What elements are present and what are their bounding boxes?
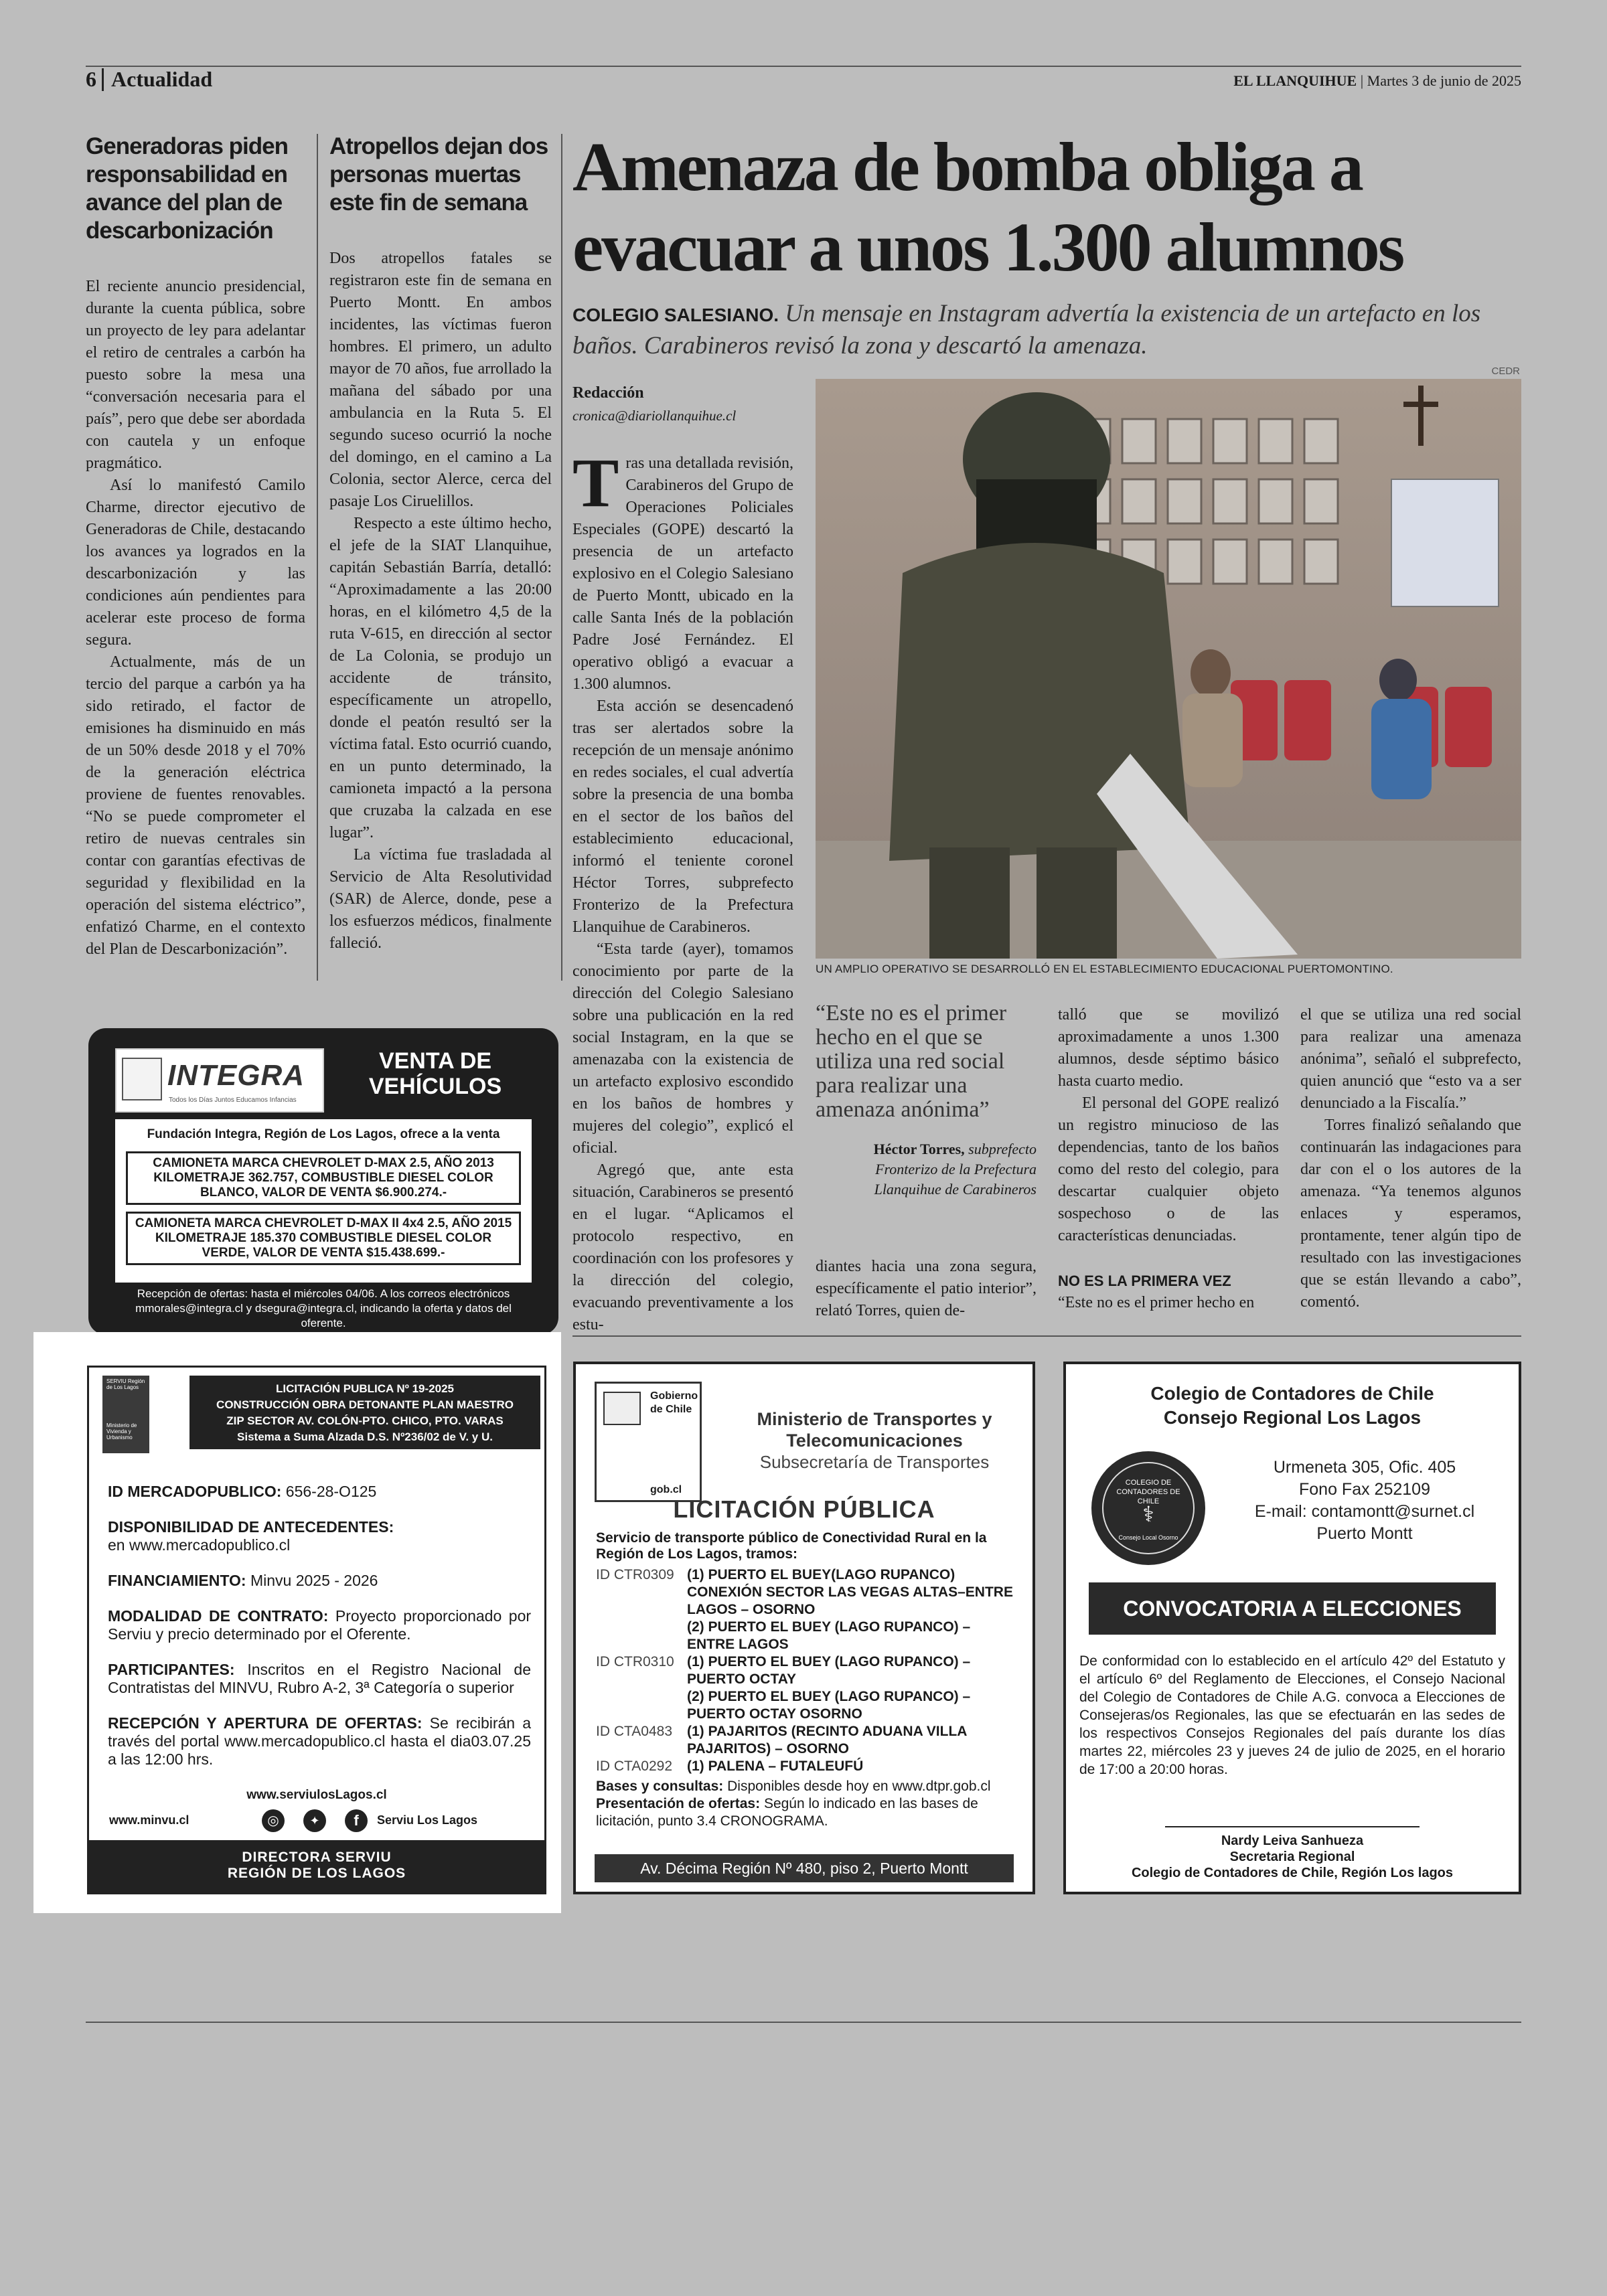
contadores-signature bbox=[1066, 1833, 1519, 1881]
column-rule bbox=[561, 134, 562, 981]
serviu-logo-text: SERVIU Región de Los Lagos bbox=[106, 1378, 145, 1390]
contadores-banner: CONVOCATORIA A ELECCIONES bbox=[1089, 1582, 1496, 1635]
photo-caption: UN AMPLIO OPERATIVO SE DESARROLLÓ EN EL ESTABLECIMIENTO EDUCACIONAL PUERTOMONTINO. bbox=[816, 963, 1393, 975]
serviu-footer bbox=[89, 1840, 544, 1892]
article-paragraph: el que se utiliza una red social para realizar una amenaza anónima”, señaló el subprefecto, quien anunció que “esto va a ser denunciado a la Fiscalía.” bbox=[1300, 1006, 1521, 1112]
contadores-city: Puerto Montt bbox=[1316, 1524, 1413, 1543]
integra-logo: INTEGRA bbox=[167, 1059, 305, 1092]
page-header bbox=[86, 67, 1521, 100]
ad-integra bbox=[88, 1028, 558, 1335]
serviu-participantes: PARTICIPANTES: Inscritos en el Registro Nacional de Contratistas del MINVU, Rubro A-2, 3ª Categoría o superior bbox=[108, 1661, 532, 1696]
serviu-social-row bbox=[109, 1809, 524, 1833]
contadores-body: De conformidad con lo establecido en el artículo 42º del Estatuto y el artículo 6º del Reglamento de Elecciones, el Consejo Nacional del Colegio de Contadores de Chile A.G. convoca a Elecciones de Consejeras/os Regionales, las que se efectuarán en las sedes de los respectivos Consejos Regionales del país durante los días martes 22, miércoles 23 y jueves 24 de julio de 2025, en el horario de 17:00 a 20:00 horas. bbox=[1079, 1653, 1505, 1777]
serviu-minvu-url: www.minvu.cl bbox=[109, 1813, 189, 1827]
article-subhead: NO ES LA PRIMERA VEZ bbox=[1058, 1273, 1231, 1289]
integra-title bbox=[335, 1048, 536, 1099]
serviu-recepcion: RECEPCIÓN Y APERTURA DE OFERTAS: Se recibirán a través del portal www.mercadopublico.cl hasta el dia03.07.25 a las 12:00 hrs. bbox=[108, 1714, 531, 1768]
serviu-modalidad: MODALIDAD DE CONTRATO: Proyecto proporcionado por Serviu y precio determinado por el Oferente. bbox=[108, 1607, 532, 1643]
mtt-line: (2) PUERTO EL BUEY (LAGO RUPANCO) – ENTRE LAGOS bbox=[687, 1619, 971, 1652]
mtt-ministry-line: Ministerio de Transportes y bbox=[757, 1409, 992, 1429]
serviu-social-name: Serviu Los Lagos bbox=[377, 1813, 478, 1827]
mtt-ministry bbox=[727, 1408, 1022, 1473]
integra-title-line1: VENTA DE bbox=[378, 1048, 492, 1074]
brief-descarbonizacion bbox=[86, 133, 305, 961]
contadores-seal bbox=[1091, 1451, 1205, 1565]
gov-url: gob.cl bbox=[650, 1484, 682, 1495]
serviu-web: www.serviulosLagos.cl bbox=[246, 1788, 387, 1802]
serviu-title-block bbox=[189, 1376, 540, 1449]
byline-email: cronica@diariollanquihue.cl bbox=[572, 408, 737, 424]
contadores-contact bbox=[1224, 1457, 1505, 1545]
article-paragraph: diantes hacia una zona segura, específicamente el patio interior”, relató Torres, quien de- bbox=[816, 1258, 1037, 1319]
brief-atropellos bbox=[329, 133, 552, 955]
contadores-title bbox=[1066, 1382, 1519, 1430]
mtt-intro: Servicio de transporte público de Conectividad Rural en la Región de Los Lagos, tramos: bbox=[596, 1530, 987, 1562]
serviu-title-line: LICITACIÓN PUBLICA Nº 19-2025 bbox=[276, 1382, 454, 1395]
ad-mtt bbox=[573, 1362, 1035, 1894]
article-paragraph: El personal del GOPE realizó un registro minucioso de las dependencias, tanto de los baños como del resto del colegio, para descartar cualquier objeto sospechoso o de las características denunciadas. bbox=[1058, 1094, 1279, 1244]
pull-quote bbox=[816, 1001, 1037, 1200]
integra-body bbox=[115, 1119, 532, 1283]
integra-logo-sub: Todos los Días Juntos Educamos Infancias bbox=[169, 1096, 297, 1104]
contadores-signature-rule bbox=[1165, 1826, 1420, 1827]
pull-quote-author: Héctor Torres, bbox=[873, 1141, 965, 1157]
pull-quote-attribution bbox=[816, 1139, 1037, 1200]
gov-flag-icon bbox=[122, 1058, 162, 1100]
integra-subtitle: Fundación Integra, Región de Los Lagos, ofrece a la venta bbox=[147, 1127, 500, 1141]
facebook-icon: f bbox=[345, 1809, 368, 1832]
serviu-logo bbox=[102, 1376, 149, 1453]
ad-contadores bbox=[1063, 1362, 1521, 1894]
gov-logo bbox=[595, 1382, 702, 1502]
headline-line2: evacuar a unos 1.300 alumnos bbox=[572, 209, 1403, 286]
mtt-bases: Bases y consultas: Disponibles desde hoy en www.dtpr.gob.cl bbox=[596, 1779, 991, 1794]
pull-quote-text: “Este no es el primer hecho en el que se utiliza una red social para realizar una amenaza anónima” bbox=[816, 1001, 1007, 1122]
gov-shield-icon bbox=[603, 1392, 641, 1425]
article-paragraph: Tras una detallada revisión, Carabineros del Grupo de Operaciones Policiales Especiales (GOPE) descartó la presencia de un artefacto explosivo en el Colegio Salesiano de Puerto Montt, ubicado en la calle Santa Inés de la población Padre José Fernández. El operativo obligó a evacuar a 1.300 alumnos. bbox=[572, 444, 793, 693]
gov-line: Gobierno bbox=[650, 1390, 698, 1402]
mtt-footer: Av. Décima Región Nº 480, piso 2, Puerto Montt bbox=[595, 1854, 1014, 1882]
mtt-line: ID CTA0292 (1) PALENA – FUTALEUFÚ bbox=[596, 1758, 864, 1774]
serviu-footer-line: DIRECTORA SERVIU bbox=[242, 1850, 392, 1865]
main-headline bbox=[572, 127, 1523, 288]
header-paper-date: EL LLANQUIHUE | Martes 3 de junio de 2025 bbox=[1233, 72, 1521, 89]
article-column-2-tail bbox=[816, 1256, 1037, 1322]
brief1-paragraph: Así lo manifestó Camilo Charme, director ejecutivo de Generadoras de Chile, destacando los avances ya logrados en la descarbonización y las condiciones aún pendientes para acelerar este proceso de forma segura. bbox=[86, 477, 305, 649]
article-kicker: COLEGIO SALESIANO. bbox=[572, 305, 779, 325]
brief1-paragraph: El reciente anuncio presidencial, durante la cuenta pública, sobre un proyecto de ley para adelantar el retiro de centrales a carbón ha puesto sobre la mesa una “conversación necesaria para el país”, pero que debe ser abordada con cautela y un enfoque pragmático. bbox=[86, 278, 305, 472]
ad-serviu bbox=[87, 1366, 546, 1894]
paper-name: EL LLANQUIHUE bbox=[1233, 72, 1357, 89]
mtt-line: (2) PUERTO EL BUEY (LAGO RUPANCO) – PUERTO OCTAY OSORNO bbox=[687, 1689, 971, 1722]
issue-date: Martes 3 de junio de 2025 bbox=[1367, 72, 1521, 89]
brief2-body bbox=[329, 248, 552, 955]
pull-quote-role: subprefecto Fronterizo de la Prefectura Llanquihue de Carabineros bbox=[874, 1141, 1037, 1198]
article-paragraph: talló que se movilizó aproximadamente a unos 1.300 alumnos, desde séptimo básico hasta cuarto medio. bbox=[1058, 1006, 1279, 1090]
mtt-line: ID CTR0309 (1) PUERTO EL BUEY(LAGO RUPANCO) CONEXIÓN SECTOR LAS VEGAS ALTAS–ENTRE LAGOS – OSORNO bbox=[596, 1567, 1013, 1617]
article-paragraph: Esta acción se desencadenó tras ser alertados sobre la recepción de un mensaje anónimo en redes sociales, el cual advertía sobre la presencia de una bomba en el sector de los baños del establecimiento educacional, informó el teniente coronel Héctor Torres, subprefecto Fronterizo de la Prefectura Llanquihue de Carabineros. bbox=[572, 698, 793, 936]
article-paragraph: Agregó que, ante esta situación, Carabineros se presentó en el lugar. “Aplicamos el protocolo respectivo, en coordinación con los profesores y la dirección del colegio, evacuando preventivamente a los estu- bbox=[572, 1161, 793, 1333]
brief2-paragraph: Respecto a este último hecho, el jefe de la SIAT Llanquihue, capitán Sebastián Barría, detalló: “Aproximadamente a las 20:00 horas, en el kilómetro 4,5 de la ruta V-615, en dirección al sector de La Colonia, se produjo un accidente de tránsito, específicamente un atropello, donde el peatón resultó ser la víctima fatal. Esto ocurrió cuando, en un punto determinado, la camioneta impactó a la persona que cruzaba la calzada en ese lugar”. bbox=[329, 515, 552, 841]
header-divider bbox=[102, 68, 104, 91]
article-paragraph: “Este no es el primer hecho en bbox=[1058, 1294, 1255, 1311]
drop-cap: T bbox=[572, 444, 619, 521]
seal-text: COLEGIO DE CONTADORES DE CHILE bbox=[1116, 1479, 1180, 1505]
page-bottom-rule bbox=[86, 2022, 1521, 2023]
photo-credit: CEDR bbox=[1491, 365, 1520, 377]
mtt-line: ID CTA0483 (1) PAJARITOS (RECINTO ADUANA VILLA PAJARITOS) – OSORNO bbox=[596, 1724, 967, 1756]
seal-emblem-icon: ⚕ bbox=[1142, 1502, 1154, 1526]
seal-sub: Consejo Local Osorno bbox=[1118, 1534, 1178, 1541]
mtt-list bbox=[596, 1566, 1018, 1830]
article-photo bbox=[816, 379, 1521, 959]
brief1-body bbox=[86, 276, 305, 961]
serviu-footer-line: REGIÓN DE LOS LAGOS bbox=[227, 1866, 406, 1881]
signature-org: Colegio de Contadores de Chile, Región Los lagos bbox=[1131, 1866, 1454, 1880]
contadores-email: E-mail: contamontt@surnet.cl bbox=[1254, 1502, 1475, 1521]
headline-line1: Amenaza de bomba obliga a bbox=[572, 129, 1362, 206]
integra-item-1: CAMIONETA MARCA CHEVROLET D-MAX 2.5, AÑO 2013 KILOMETRAJE 362.757, COMBUSTIBLE DIESEL COLOR BLANCO, VALOR DE VENTA $6.900.274.- bbox=[126, 1151, 521, 1205]
article-deck bbox=[572, 299, 1510, 361]
brief1-paragraph: Actualmente, más de un tercio del parque a carbón ya ha sido retirado, el factor de emisiones ha disminuido en más de un 50% desde 2018 y el 70% de la generación eléctrica proviene de fuentes renovables. “No se puede comprometer el retiro de nuevas centrales sin contar con garantías efectivas de seguridad y flexibilidad en la operación del sistema eléctrico”, enfatizó Charme, en el contexto del Plan de Descarbonización”. bbox=[86, 653, 305, 958]
article-column-4 bbox=[1300, 1004, 1521, 1313]
article-bottom-rule bbox=[572, 1335, 1521, 1337]
header-rule bbox=[86, 66, 1521, 67]
article-paragraph: “Esta tarde (ayer), tomamos conocimiento por parte de la dirección del Colegio Salesiano sobre una publicación en la red social Instagram, en la que se amenazaba con la existencia de un artefacto explosivo escondido en los baños de hombres y mujeres del colegio”, explicó el oficial. bbox=[572, 940, 793, 1157]
instagram-icon: ◎ bbox=[262, 1809, 285, 1832]
contadores-title-line: Consejo Regional Los Lagos bbox=[1163, 1407, 1422, 1428]
photo-illustration bbox=[816, 379, 1521, 959]
serviu-financiamiento: FINANCIAMIENTO: Minvu 2025 - 2026 bbox=[108, 1572, 378, 1589]
brief2-paragraph: La víctima fue trasladada al Servicio de Alta Resolutividad (SAR) de Alerce, donde, pese a los esfuerzos médicos, finalmente falleció. bbox=[329, 846, 552, 952]
twitter-icon: ✦ bbox=[303, 1809, 326, 1832]
brief2-title: Atropellos dejan dos personas muertas este fin de semana bbox=[329, 133, 548, 216]
serviu-header bbox=[89, 1368, 544, 1459]
serviu-title-line: ZIP SECTOR AV. COLÓN-PTO. CHICO, PTO. VARAS bbox=[226, 1414, 504, 1427]
contadores-address: Urmeneta 305, Ofic. 405 bbox=[1273, 1458, 1456, 1477]
integra-title-line2: VEHÍCULOS bbox=[368, 1074, 502, 1099]
mtt-subsecretaria: Subsecretaría de Transportes bbox=[759, 1452, 990, 1472]
byline bbox=[572, 384, 787, 424]
article-column-3 bbox=[1058, 1004, 1279, 1314]
mtt-line: ID CTR0310 (1) PUERTO EL BUEY (LAGO RUPANCO) – PUERTO OCTAY bbox=[596, 1654, 971, 1687]
mtt-title: LICITACIÓN PÚBLICA bbox=[673, 1495, 935, 1523]
section-name: Actualidad bbox=[111, 67, 213, 91]
mtt-ministry-line: Telecomunicaciones bbox=[786, 1430, 963, 1451]
mtt-presentacion: Presentación de ofertas: Según lo indicado en las bases de licitación, punto 3.4 CRONOGRAMA. bbox=[596, 1796, 978, 1829]
article-paragraph: Torres finalizó señalando que continuarán las indagaciones para dar con el o los autores de la amenaza. “Ya tenemos algunos enlaces y esperamos, prontamente, tener algún tipo de resultado con las investigaciones que se están llevando a cabo”, comentó. bbox=[1300, 1117, 1521, 1311]
signature-name: Nardy Leiva Sanhueza bbox=[1221, 1833, 1364, 1848]
integra-logo-panel bbox=[115, 1048, 324, 1113]
serviu-title-line: Sistema a Suma Alzada D.S. Nº236/02 de V. y U. bbox=[237, 1430, 493, 1443]
brief1-title: Generadoras piden responsabilidad en avance del plan de descarbonización bbox=[86, 133, 288, 244]
contadores-title-line: Colegio de Contadores de Chile bbox=[1150, 1383, 1434, 1404]
serviu-logo-ministry: Ministerio de Vivienda y Urbanismo bbox=[106, 1422, 137, 1441]
gov-line: de Chile bbox=[650, 1404, 692, 1415]
serviu-body bbox=[108, 1483, 531, 1769]
integra-footer: Recepción de ofertas: hasta el miércoles 04/06. A los correos electrónicos mmorales@integra.cl y dsegura@integra.cl, indicando la oferta y datos del oferente. bbox=[135, 1287, 512, 1329]
serviu-disponibilidad: DISPONIBILIDAD DE ANTECEDENTES: en www.mercadopublico.cl bbox=[108, 1518, 394, 1554]
page-number: 6 bbox=[86, 67, 96, 91]
byline-name: Redacción bbox=[572, 384, 644, 402]
article-column-1 bbox=[572, 444, 793, 1336]
signature-role: Secretaria Regional bbox=[1229, 1850, 1355, 1864]
serviu-title-line: CONSTRUCCIÓN OBRA DETONANTE PLAN MAESTRO bbox=[216, 1398, 514, 1411]
article-deck-text: Un mensaje en Instagram advertía la existencia de un artefacto en los baños. Carabineros revisó la zona y descartó la amenaza. bbox=[572, 300, 1481, 359]
column-rule bbox=[317, 134, 318, 981]
contadores-phone: Fono Fax 252109 bbox=[1299, 1480, 1430, 1499]
serviu-id: ID MERCADOPUBLICO: 656-28-O125 bbox=[108, 1483, 377, 1500]
integra-item-2: CAMIONETA MARCA CHEVROLET D-MAX II 4x4 2.5, AÑO 2015 KILOMETRAJE 185.370 COMBUSTIBLE DIESEL COLOR VERDE, VALOR DE VENTA $15.438.699.- bbox=[126, 1212, 521, 1265]
brief2-paragraph: Dos atropellos fatales se registraron este fin de semana en Puerto Montt. En ambos incidentes, las víctimas fueron hombres. El primero, un adulto mayor de 70 años, fue arrollado la mañana del sábado por una ambulancia en la Ruta 5. El segundo suceso ocurrió la noche del domingo, en el camino a La Colonia, sector Alerce, cerca del pasaje Los Ciruelillos. bbox=[329, 250, 552, 510]
